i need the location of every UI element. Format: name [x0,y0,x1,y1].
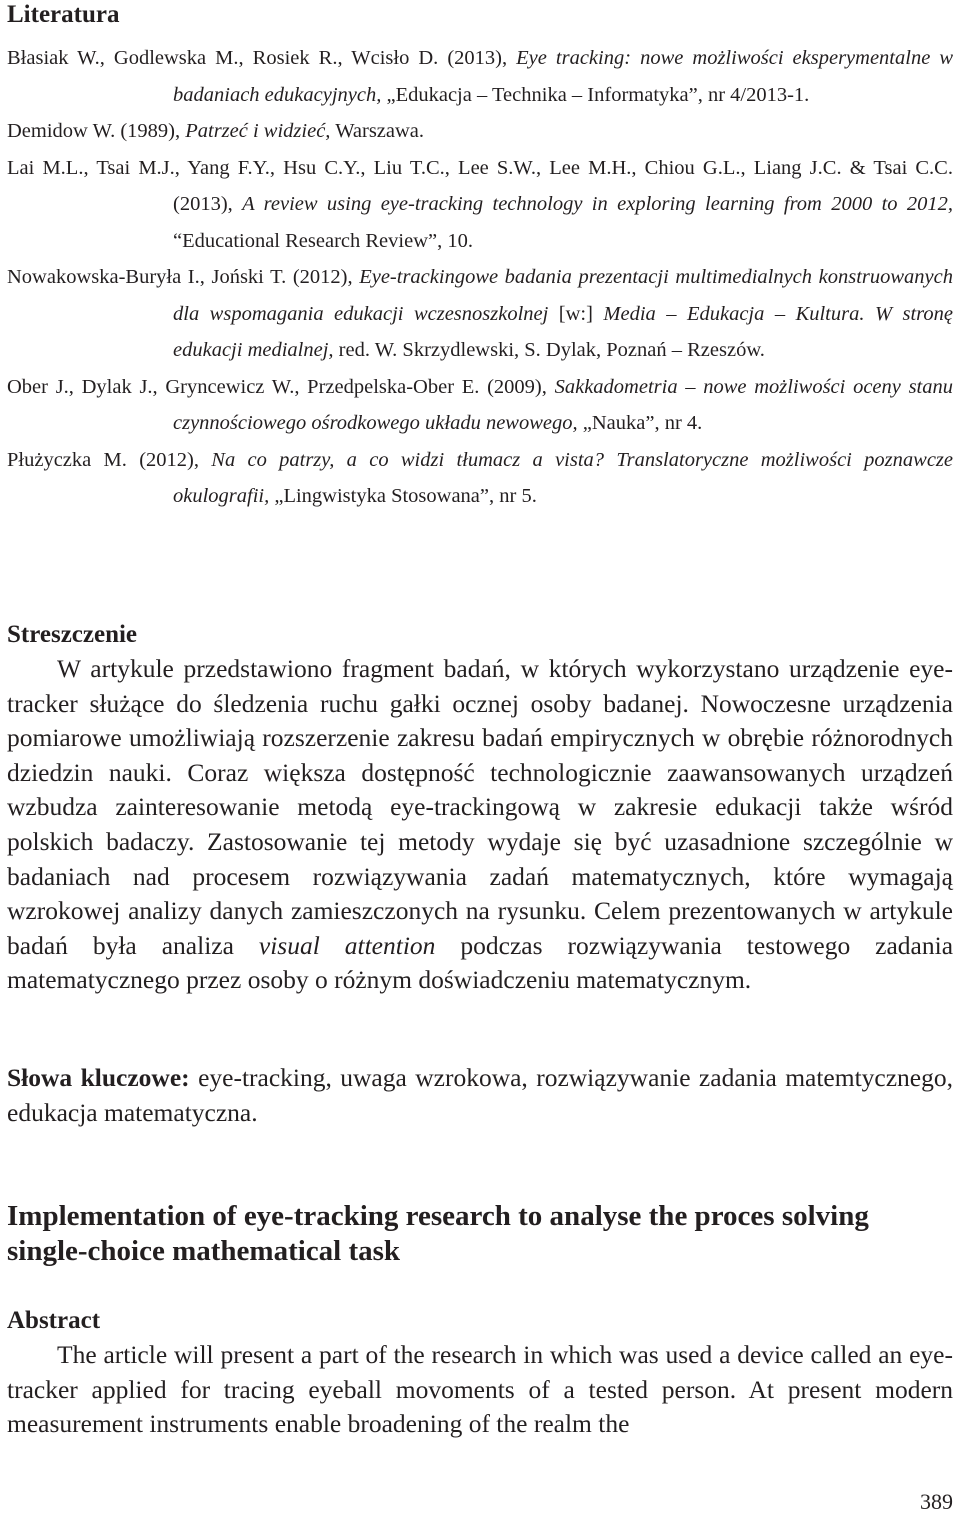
keywords-label: Słowa kluczowe: [7,1063,190,1092]
keywords-paragraph [7,1061,953,1130]
reference-item: Nowakowska-Buryła I., Joński T. (2012), Eye-trackingowe badania prezentacji multimedialnych konstruowanych dla wspomagania edukacji wczesnoszkolnej [w:] Media – Edukacja – Kultura. W stronę edukacji medialnej, red. W. Skrzydlewski, S. Dylak, Poznań – Rzeszów. [7,266,953,361]
abstract-heading: Abstract [7,1307,101,1334]
reference-item: Lai M.L., Tsai M.J., Yang F.Y., Hsu C.Y., Liu T.C., Lee S.W., Lee M.H., Chiou G.L., Liang J.C. & Tsai C.C. (2013), A review using eye-tracking technology in exploring learning from 2000 to 2012, “Educational Research Review”, 10. [7,156,954,252]
page-number: 389 [920,1489,953,1514]
literature-heading: Literatura [7,1,120,28]
reference-item: Ober J., Dylak J., Gryncewicz W., Przedpelska-Ober E. (2009), Sakkadometria – nowe możliwości oceny stanu czynnościowego ośrodkowego układu newowego, „Nauka”, nr 4. [7,375,954,434]
reference-list [7,40,953,515]
keywords-text: eye-tracking, uwaga wzrokowa, rozwiązywanie zadania matemtycznego, edukacja matematyczna. [7,1063,954,1127]
reference-item: Demidow W. (1989), Patrzeć i widzieć, Warszawa. [7,120,425,142]
english-title: Implementation of eye-tracking research to analyse the proces solving single-choice mathematical task [7,1200,869,1267]
abstract-paragraph: The article will present a part of the research in which was used a device called an eye-tracker applied for tracing eyeball movoments of a tested person. At present modern measurement instruments enable broadening of the realm the [7,1340,953,1439]
reference-item: Płużyczka M. (2012), Na co patrzy, a co widzi tłumacz a vista? Translatoryczne możliwości poznawcze okulografii, „Lingwistyka Stosowana”, nr 5. [7,448,953,507]
summary-paragraph: W artykule przedstawiono fragment badań, w których wykorzystano urządzenie eye-tracker służące do śledzenia ruchu gałki ocznej osoby badanej. Nowoczesne urządzenia pomiarowe umożliwiają rozszerzenie zakresu badań empirycznych w obrębie różnorodnych dziedzin nauki. Coraz większa dostępność technologicznie zaawansowanych urządzeń wzbudza zainteresowanie metodą eye-trackingową w zakresie edukacji także wśród polskich badaczy. Zastosowanie tej metody wydaje się być uzasadnione szczególnie w badaniach nad procesem rozwiązywania zadań matematycznych, które wymagają wzrokowej analizy danych zamieszczonych na rysunku. Celem prezentowanych w artykule badań była analiza visual attention podczas rozwiązywania testowego zadania matematycznego przez osoby o różnym doświadczeniu matematycznym. [7,654,954,995]
summary-heading: Streszczenie [7,621,138,648]
reference-item: Błasiak W., Godlewska M., Rosiek R., Wcisło D. (2013), Eye tracking: nowe możliwości eksperymentalne w badaniach edukacyjnych, „Edukacja – Technika – Informatyka”, nr 4/2013-1. [7,47,954,106]
